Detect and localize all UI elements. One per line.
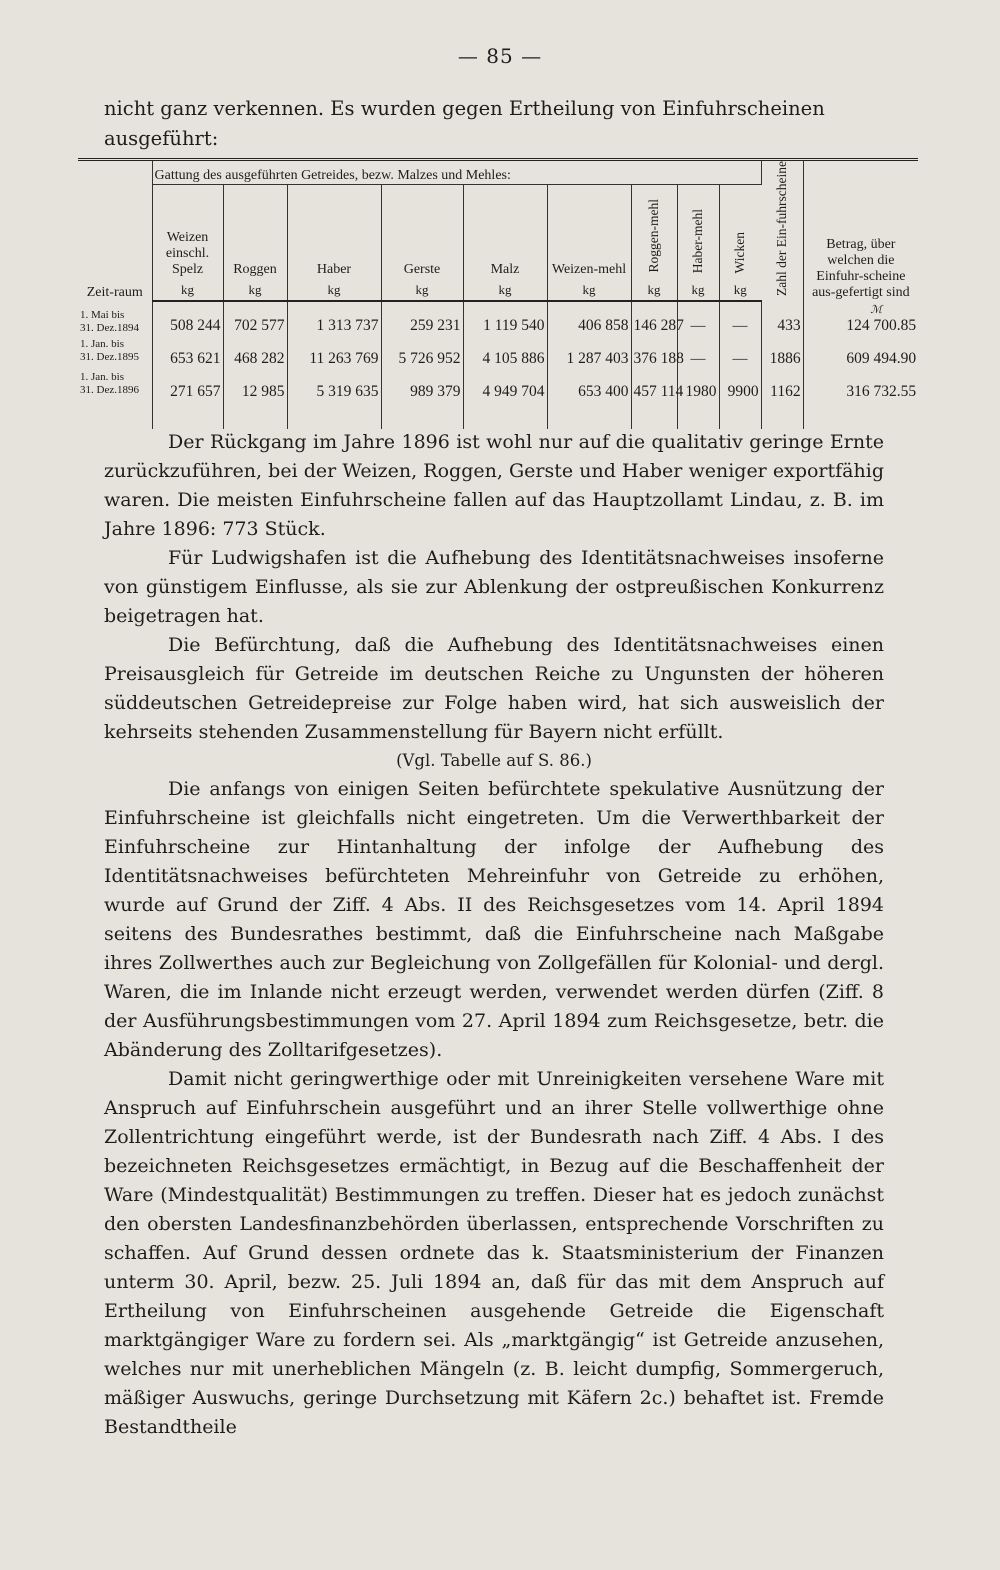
header-group: Gattung des ausgeführten Getreides, bezw. Malzes und Mehles:	[152, 160, 761, 185]
period-cell	[78, 368, 152, 401]
unit-label: kg	[327, 281, 341, 297]
cell-gerste: 259 231	[381, 301, 463, 335]
cell-habermehl: 1980	[677, 368, 719, 401]
cell-zahl: 433	[761, 301, 803, 335]
body-text	[104, 428, 884, 1442]
period-cell	[78, 335, 152, 368]
unit-label: kg	[647, 281, 661, 297]
currency-sign: ℳ	[870, 303, 883, 316]
paragraph: Der Rückgang im Jahre 1896 ist wohl nur auf die qualitativ geringe Ernte zurückzuführen, bei der Weizen, Roggen, Gerste und Haber weniger exportfähig waren. Die meisten Einfuhrscheine fallen auf das Hauptzollamt Lindau, z. B. im Jahre 1896: 773 Stück.	[104, 431, 884, 540]
header-wicken-label: Wicken	[732, 231, 748, 273]
header-haber	[287, 185, 381, 301]
header-gerste	[381, 185, 463, 301]
period-cell	[78, 301, 152, 335]
cell-malz: 4 949 704	[463, 368, 547, 401]
table-spacer-row	[78, 401, 918, 429]
table-row	[78, 335, 918, 368]
page-number: — 85 —	[457, 44, 543, 68]
unit-label: kg	[691, 281, 705, 297]
header-zahl-label: Zahl der Ein-fuhrscheine	[774, 161, 790, 296]
unit-label: kg	[181, 281, 194, 297]
paragraph: Für Ludwigshafen ist die Aufhebung des Identitätsnachweises insoferne von günstigem Einflusse, als sie zur Ablenkung der ostpreußischen Konkurrenz beigetragen hat.	[104, 547, 884, 627]
header-weizenmehl-label: Weizen-mehl	[551, 261, 627, 277]
header-zeitraum: Zeit-raum	[78, 160, 152, 301]
header-habermehl-label: Haber-mehl	[690, 208, 705, 273]
cell-weizen: 271 657	[152, 368, 223, 401]
cell-roggenmehl: 457 114	[631, 368, 677, 401]
header-malz-label: Malz	[490, 261, 520, 277]
period-start: 1. Jan. bis	[80, 338, 124, 351]
cell-malz: 4 105 886	[463, 335, 547, 368]
cell-roggenmehl: 146 287	[631, 301, 677, 335]
header-zahl	[761, 160, 803, 301]
header-weizen	[152, 185, 223, 301]
period-end: 31. Dez.1896	[80, 384, 139, 397]
table-row	[78, 368, 918, 401]
header-roggenmehl	[631, 185, 677, 301]
header-weizenmehl	[547, 185, 631, 301]
cell-wicken: 9900	[719, 368, 761, 401]
header-haber-label: Haber	[316, 261, 352, 277]
header-roggen	[223, 185, 287, 301]
unit-label: kg	[733, 281, 747, 297]
betrag-value: 124 700.85	[846, 316, 917, 334]
header-betrag: Betrag, über welchen die Einfuhr-scheine aus-gefertigt sind	[812, 236, 910, 300]
cell-roggenmehl: 376 188	[631, 335, 677, 368]
paragraph: Damit nicht geringwerthige oder mit Unreinigkeiten versehene Ware mit Anspruch auf Einfuhrschein ausgeführt und an ihrer Stelle vollwerthige ohne Zollentrichtung eingeführt werde, ist der Bundesrath nach Ziff. 4 Abs. I des bezeichneten Reichsgesetzes ermächtigt, in Bezug auf die Beschaffenheit der Ware (Mindestqualität) Bestimmungen zu treffen. Dieser hat es jedoch zunächst den obersten Landesfinanzbehörden überlassen, entsprechende Vorschriften zu schaffen. Auf Grund dessen ordnete das k. Staatsministerium der Finanzen unterm 30. April, bezw. 25. Juli 1894 an, daß für das mit dem Anspruch auf Ertheilung von Einfuhrscheinen ausgehende Getreide die Eigenschaft marktgängiger Ware zu fordern sei. Als „marktgängig“ ist Getreide anzusehen, welches nur mit unerheblichen Mängeln (z. B. leicht dumpfig, Sommergeruch, mäßiger Auswuchs, geringe Durchsetzung mit Käfern 2c.) behaftet ist. Fremde Bestandtheile	[104, 1068, 884, 1438]
header-habermehl	[677, 185, 719, 301]
header-weizen-label: Weizen einschl. Spelz	[165, 229, 210, 277]
header-roggen-label: Roggen	[233, 261, 277, 277]
unit-label: kg	[498, 281, 512, 297]
cell-betrag	[803, 301, 918, 335]
cell-roggen: 12 985	[223, 368, 287, 401]
paragraph: Die anfangs von einigen Seiten befürchtete spekulative Ausnützung der Einfuhrscheine ist gleichfalls nicht eingetreten. Um die Verwerthbarkeit der Einfuhrscheine zur Hintanhaltung der infolge der Aufhebung des Identitätsnachweises befürchteten Mehreinfuhr von Getreide zu erhöhen, wurde auf Grund der Ziff. 4 Abs. II des Reichsgesetzes vom 14. April 1894 seitens des Bundesrathes bestimmt, daß die Einfuhrscheine nach Maßgabe ihres Zollwerthes auch zur Begleichung von Zollgefällen für Kolonial- und dergl. Waren, die im Inlande nicht erzeugt werden, verwendet werden dürfen (Ziff. 8 der Ausführungsbestimmungen vom 27. April 1894 zum Reichsgesetze, betr. die Abänderung des Zolltarifgesetzes).	[104, 778, 884, 1061]
unit-label: kg	[582, 281, 596, 297]
cell-wicken: —	[719, 301, 761, 335]
cell-zahl: 1162	[761, 368, 803, 401]
header-malz	[463, 185, 547, 301]
cell-wicken: —	[719, 335, 761, 368]
unit-label: kg	[415, 281, 429, 297]
header-roggenmehl-label: Roggen-mehl	[646, 199, 661, 273]
unit-label: kg	[248, 281, 262, 297]
cell-roggen: 468 282	[223, 335, 287, 368]
table-reference: (Vgl. Tabelle auf S. 86.)	[396, 751, 592, 770]
period-end: 31. Dez.1894	[80, 321, 139, 334]
cell-haber: 5 319 635	[287, 368, 381, 401]
header-wicken	[719, 185, 761, 301]
cell-betrag: 316 732.55	[846, 382, 917, 400]
cell-weizen: 508 244	[152, 301, 223, 335]
cell-gerste: 989 379	[381, 368, 463, 401]
header-gerste-label: Gerste	[403, 261, 441, 277]
cell-zahl: 1886	[761, 335, 803, 368]
cell-weizen: 653 621	[152, 335, 223, 368]
cell-malz: 1 119 540	[463, 301, 547, 335]
table-row	[78, 301, 918, 335]
intro-text: nicht ganz verkennen. Es wurden gegen Ertheilung von Einfuhrscheinen ausgeführt:	[104, 97, 825, 150]
cell-haber: 1 313 737	[287, 301, 381, 335]
cell-gerste: 5 726 952	[381, 335, 463, 368]
export-statistics-table	[78, 158, 918, 429]
cell-weizenmehl: 406 858	[547, 301, 631, 335]
period-start: 1. Jan. bis	[80, 371, 124, 384]
cell-roggen: 702 577	[223, 301, 287, 335]
cell-haber: 11 263 769	[287, 335, 381, 368]
period-end: 31. Dez.1895	[80, 351, 139, 364]
paragraph: Die Befürchtung, daß die Aufhebung des Identitätsnachweises einen Preisausgleich für Getreide im deutschen Reiche zu Ungunsten der höheren süddeutschen Getreidepreise zur Folge haben wird, hat sich ausweislich der kehrseits stehenden Zusammenstellung für Bayern nicht erfüllt.	[104, 634, 884, 743]
cell-habermehl: —	[677, 335, 719, 368]
cell-betrag: 609 494.90	[846, 349, 917, 367]
period-start: 1. Mai bis	[80, 308, 125, 321]
cell-weizenmehl: 1 287 403	[547, 335, 631, 368]
cell-weizenmehl: 653 400	[547, 368, 631, 401]
cell-habermehl: —	[677, 301, 719, 335]
